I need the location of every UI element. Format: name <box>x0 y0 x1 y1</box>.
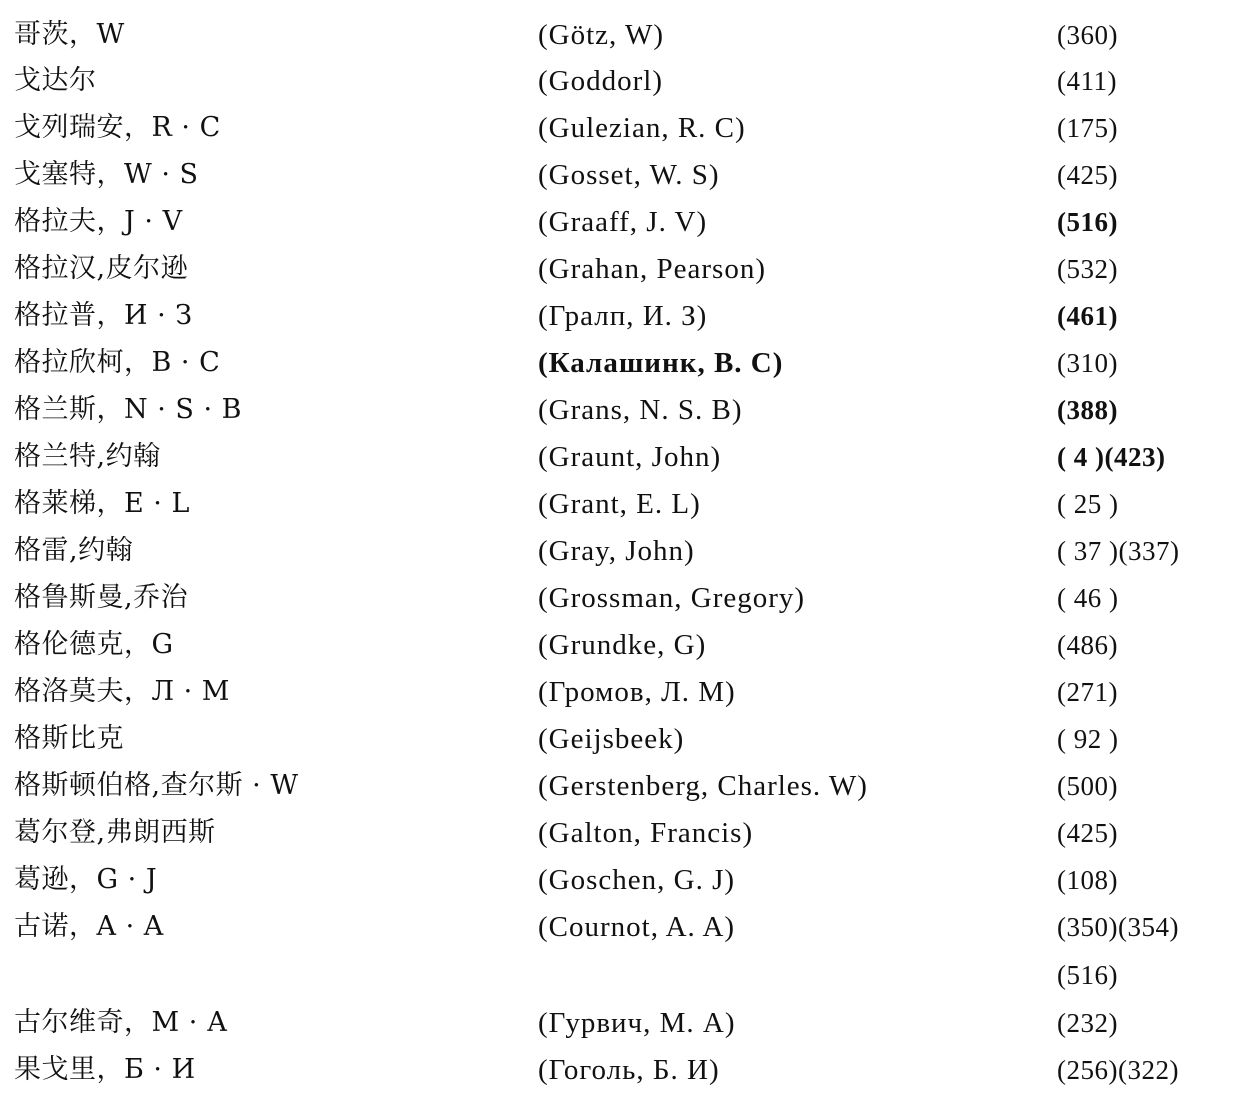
index-entry <box>0 343 1235 387</box>
page-refs: (516) <box>1057 207 1118 237</box>
page-refs: (256)(322) <box>1057 1055 1179 1085</box>
page-refs: (388) <box>1057 395 1118 425</box>
index-entry <box>0 907 1235 951</box>
original-name: (Gerstenberg, Charles. W) <box>538 770 868 802</box>
original-name: (Galton, Francis) <box>538 817 754 849</box>
chinese-name: 格兰特,约翰 <box>14 441 161 472</box>
index-entry <box>0 390 1235 434</box>
original-name: (Cournot, A. A) <box>538 911 736 943</box>
index-entry <box>0 531 1235 575</box>
chinese-name: 古尔维奇，М · А <box>14 1007 228 1038</box>
index-entry <box>0 108 1235 152</box>
chinese-name: 古诺，A · A <box>14 911 164 942</box>
original-name: (Grossman, Gregory) <box>538 582 806 614</box>
chinese-name: 戈达尔 <box>14 65 97 96</box>
index-entry <box>0 766 1235 810</box>
chinese-name: 葛逊，G · J <box>14 864 158 895</box>
chinese-name: 戈塞特，W · S <box>14 159 199 190</box>
index-entry <box>0 484 1235 528</box>
chinese-name: 格拉普，И · З <box>14 300 193 331</box>
original-name: (Götz, W) <box>538 19 665 51</box>
page-refs: ( 25 ) <box>1057 489 1119 519</box>
page-refs: ( 46 ) <box>1057 583 1119 613</box>
page-refs: ( 92 ) <box>1057 724 1119 754</box>
page-refs: (516) <box>1057 960 1118 990</box>
index-entry <box>0 249 1235 293</box>
chinese-name: 格雷,约翰 <box>14 535 134 566</box>
page-refs: (461) <box>1057 301 1118 331</box>
original-name: (Гурвич, М. А) <box>538 1007 736 1039</box>
page-refs: (175) <box>1057 113 1118 143</box>
page-refs: (232) <box>1057 1008 1118 1038</box>
page-refs: (486) <box>1057 630 1118 660</box>
index-entry <box>0 437 1235 481</box>
page-refs: (108) <box>1057 865 1118 895</box>
index-entry <box>0 15 1235 59</box>
index-entry <box>0 61 1235 105</box>
chinese-name: 果戈里，Б · И <box>14 1054 196 1085</box>
index-entry <box>0 155 1235 199</box>
original-name: (Goddorl) <box>538 65 663 97</box>
original-name: (Graunt, John) <box>538 441 722 473</box>
chinese-name: 哥茨，W <box>14 19 125 50</box>
page-refs: ( 37 )(337) <box>1057 536 1180 566</box>
page-refs: (360) <box>1057 20 1118 50</box>
chinese-name: 格斯顿伯格,查尔斯 · W <box>14 770 299 801</box>
original-name: (Гоголь, Б. И) <box>538 1054 720 1086</box>
chinese-name: 格鲁斯曼,乔治 <box>14 582 189 613</box>
index-entry <box>0 1050 1235 1094</box>
original-name: (Graaff, J. V) <box>538 206 708 238</box>
original-name: (Geijsbeek) <box>538 723 685 755</box>
page-refs: ( 4 )(423) <box>1057 442 1166 472</box>
original-name: (Grans, N. S. B) <box>538 394 743 426</box>
index-entry <box>0 1003 1235 1047</box>
index-entry <box>0 719 1235 763</box>
chinese-name: 格莱梯，E · L <box>14 488 190 519</box>
original-name: (Grundke, G) <box>538 629 707 661</box>
chinese-name: 格斯比克 <box>14 723 124 754</box>
page-refs: (310) <box>1057 348 1118 378</box>
page-refs: (411) <box>1057 66 1117 96</box>
original-name: (Grant, E. L) <box>538 488 701 520</box>
chinese-name: 格拉夫，J · V <box>14 206 183 237</box>
index-entry <box>0 625 1235 669</box>
chinese-name: 戈列瑞安，R · C <box>14 112 221 143</box>
original-name: (Гралп, И. З) <box>538 300 708 332</box>
index-entry <box>0 202 1235 246</box>
original-name: (Gray, John) <box>538 535 695 567</box>
page-refs: (271) <box>1057 677 1118 707</box>
index-entry <box>0 672 1235 716</box>
page-refs: (532) <box>1057 254 1118 284</box>
original-name: (Громов, Л. М) <box>538 676 736 708</box>
original-name: (Gulezian, R. C) <box>538 112 746 144</box>
original-name: (Goschen, G. J) <box>538 864 736 896</box>
page-refs: (500) <box>1057 771 1118 801</box>
chinese-name: 格拉欣柯，В · С <box>14 347 221 378</box>
page-refs: (425) <box>1057 160 1118 190</box>
chinese-name: 格伦德克，G <box>14 629 174 660</box>
chinese-name: 格兰斯，N · S · B <box>14 394 242 425</box>
page-refs: (425) <box>1057 818 1118 848</box>
original-name: (Калашинк, В. С) <box>538 347 784 379</box>
index-entry <box>0 296 1235 340</box>
chinese-name: 格拉汉,皮尔逊 <box>14 253 189 284</box>
index-entry <box>0 578 1235 622</box>
original-name: (Gosset, W. S) <box>538 159 720 191</box>
chinese-name: 葛尔登,弗朗西斯 <box>14 817 216 848</box>
index-entry-continuation <box>0 955 1235 999</box>
index-entry <box>0 813 1235 857</box>
page-refs: (350)(354) <box>1057 912 1179 942</box>
chinese-name: 格洛莫夫，Л · М <box>14 676 230 707</box>
index-entry <box>0 860 1235 904</box>
original-name: (Grahan, Pearson) <box>538 253 766 285</box>
